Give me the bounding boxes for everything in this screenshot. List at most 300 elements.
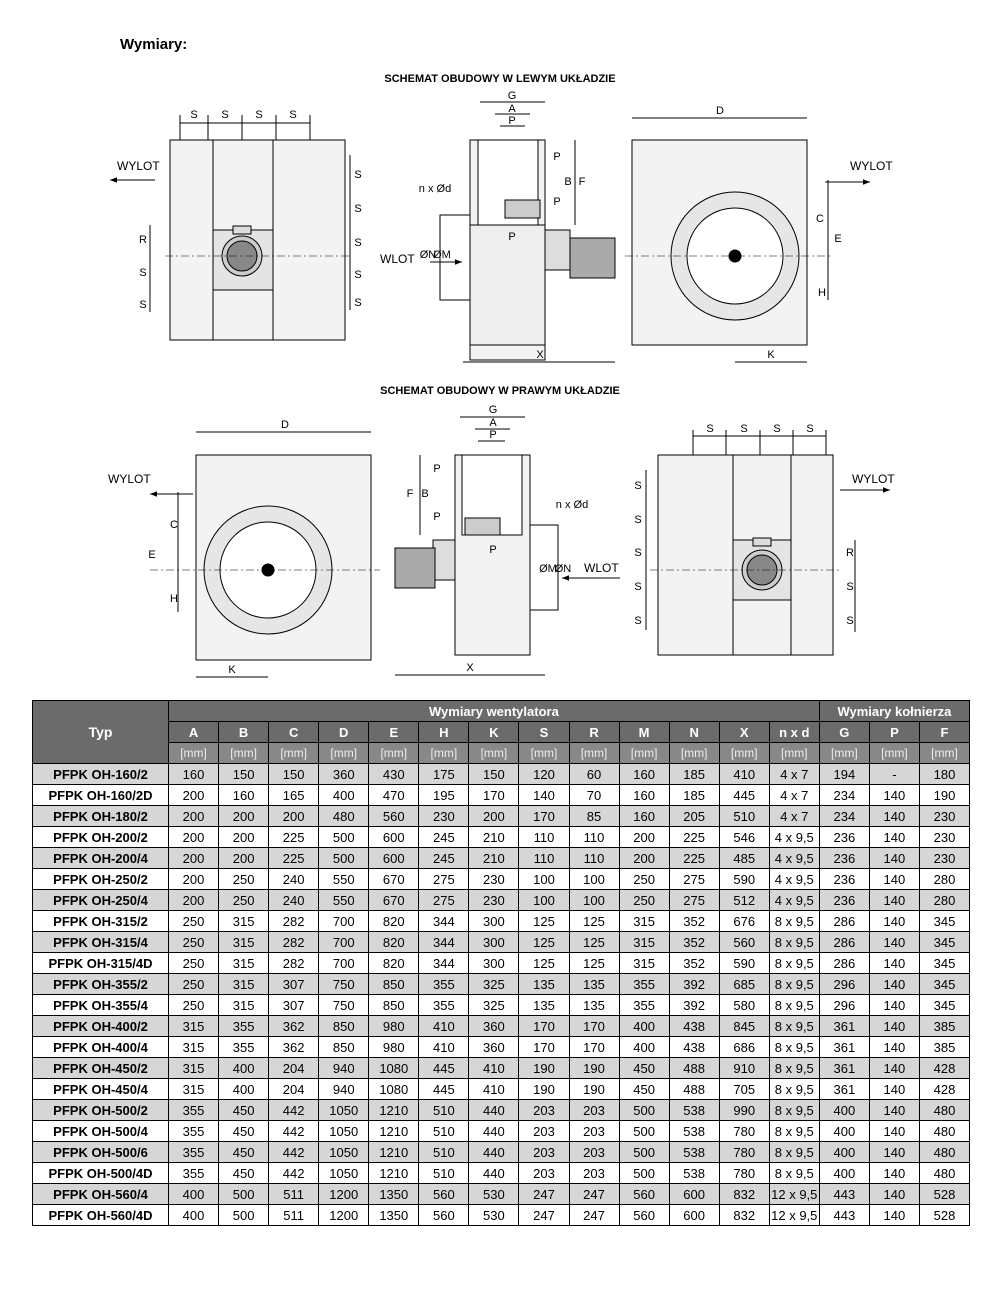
table-row: [33, 890, 970, 911]
dimension-cell: 140: [869, 1121, 919, 1142]
dimension-cell: 200: [169, 827, 219, 848]
table-row: [33, 1016, 970, 1037]
dimension-cell: 600: [669, 1184, 719, 1205]
dim-label-s: S: [846, 615, 854, 627]
dimension-cell: 140: [869, 995, 919, 1016]
dimension-cell: 470: [369, 785, 419, 806]
dimension-cell: -: [869, 764, 919, 785]
unit-cell: [mm]: [569, 743, 619, 764]
dimension-cell: 165: [269, 785, 319, 806]
dimension-cell: 140: [869, 1079, 919, 1100]
dimension-cell: 225: [269, 827, 319, 848]
dimension-cell: 500: [619, 1142, 669, 1163]
column-header: M: [619, 722, 669, 743]
dimension-cell: 445: [719, 785, 769, 806]
dimension-cell: 170: [519, 1037, 569, 1058]
dim-label-s: S: [354, 203, 362, 215]
dimension-cell: 250: [219, 890, 269, 911]
dimension-cell: 8 x 9,5: [769, 1079, 819, 1100]
unit-cell: [mm]: [819, 743, 869, 764]
dimension-cell: 355: [619, 974, 669, 995]
model-name-cell: PFPK OH-500/6: [33, 1142, 169, 1163]
dimension-cell: 315: [219, 911, 269, 932]
model-name-cell: PFPK OH-500/2: [33, 1100, 169, 1121]
dimension-cell: 400: [819, 1121, 869, 1142]
dimension-cell: 125: [569, 932, 619, 953]
dim-label-s: S: [634, 480, 642, 492]
table-row: [33, 848, 970, 869]
dimension-cell: 850: [369, 974, 419, 995]
dimension-cell: 200: [169, 785, 219, 806]
dimension-cell: 247: [569, 1184, 619, 1205]
dimension-cell: 315: [219, 953, 269, 974]
dimension-cell: 500: [219, 1205, 269, 1226]
dimension-cell: 8 x 9,5: [769, 1016, 819, 1037]
dimension-cell: 400: [319, 785, 369, 806]
dimension-cell: 200: [169, 869, 219, 890]
column-header: R: [569, 722, 619, 743]
dim-label-a: A: [489, 417, 497, 429]
dimension-cell: 345: [919, 953, 969, 974]
dimension-cell: 8 x 9,5: [769, 1121, 819, 1142]
dimension-cell: 400: [619, 1037, 669, 1058]
dimension-cell: 360: [319, 764, 369, 785]
dimension-cell: 170: [469, 785, 519, 806]
column-header: K: [469, 722, 519, 743]
unit-cell: [mm]: [619, 743, 669, 764]
table-row: [33, 1079, 970, 1100]
unit-cell: [mm]: [219, 743, 269, 764]
dimension-cell: 210: [469, 848, 519, 869]
dim-label-h: H: [170, 593, 178, 605]
dimension-cell: 352: [669, 911, 719, 932]
dimension-cell: 275: [419, 869, 469, 890]
dimension-cell: 203: [519, 1142, 569, 1163]
dimension-cell: 185: [669, 764, 719, 785]
dimension-cell: 450: [219, 1121, 269, 1142]
dimension-cell: 560: [619, 1184, 669, 1205]
dimension-cell: 443: [819, 1205, 869, 1226]
dimension-cell: 170: [569, 1016, 619, 1037]
dimension-cell: 450: [219, 1142, 269, 1163]
page-heading: Wymiary:: [120, 36, 188, 53]
unit-cell: [mm]: [369, 743, 419, 764]
dimension-cell: 12 x 9,5: [769, 1205, 819, 1226]
column-header: A: [169, 722, 219, 743]
dimension-cell: 250: [169, 953, 219, 974]
unit-cell: [mm]: [919, 743, 969, 764]
dimension-cell: 845: [719, 1016, 769, 1037]
dimension-cell: 140: [869, 1016, 919, 1037]
dim-label-k: K: [228, 664, 236, 676]
column-header: P: [869, 722, 919, 743]
dimension-cell: 850: [369, 995, 419, 1016]
dimension-cell: 362: [269, 1016, 319, 1037]
dimension-cell: 282: [269, 953, 319, 974]
dimension-cell: 480: [319, 806, 369, 827]
dimension-cell: 110: [519, 827, 569, 848]
dimension-cell: 500: [619, 1163, 669, 1184]
dim-label-e: E: [148, 549, 156, 561]
dimension-cell: 282: [269, 932, 319, 953]
right-layout-front-view: [150, 432, 380, 677]
dimension-cell: 1050: [319, 1142, 369, 1163]
dimension-cell: 205: [669, 806, 719, 827]
wlot-label: WLOT: [584, 561, 619, 575]
dim-label-s: S: [634, 547, 642, 559]
dimension-cell: 315: [169, 1016, 219, 1037]
dimension-cell: 780: [719, 1121, 769, 1142]
dim-label-s: S: [740, 423, 748, 435]
dimension-cell: 300: [469, 953, 519, 974]
dim-label-s: S: [354, 269, 362, 281]
table-row: [33, 1058, 970, 1079]
model-name-cell: PFPK OH-500/4D: [33, 1163, 169, 1184]
wylot-label: WYLOT: [852, 472, 895, 486]
dim-label-n: ØN: [554, 563, 572, 575]
fan-dimensions-table: [32, 700, 970, 1226]
dimension-cell: 110: [569, 827, 619, 848]
dimension-cell: 440: [469, 1121, 519, 1142]
dimension-cell: 135: [519, 995, 569, 1016]
dimension-cell: 200: [619, 848, 669, 869]
dim-label-s: S: [139, 267, 147, 279]
table-body: [33, 764, 970, 1226]
table-row: [33, 764, 970, 785]
fan-dimensions-group-header: Wymiary wentylatora: [169, 701, 820, 722]
dimension-cell: 230: [469, 890, 519, 911]
dimension-cell: 480: [919, 1142, 969, 1163]
dimension-cell: 8 x 9,5: [769, 995, 819, 1016]
dimension-cell: 125: [569, 911, 619, 932]
dimension-cell: 4 x 7: [769, 764, 819, 785]
dimension-cell: 440: [469, 1142, 519, 1163]
dimension-cell: 510: [419, 1100, 469, 1121]
dimension-cell: 234: [819, 785, 869, 806]
dimension-cell: 450: [219, 1100, 269, 1121]
dimension-cell: 580: [719, 995, 769, 1016]
dim-label-g: G: [507, 90, 517, 102]
dimension-cell: 300: [469, 911, 519, 932]
dimension-cell: 120: [519, 764, 569, 785]
dimension-cell: 410: [419, 1016, 469, 1037]
dimension-cell: 510: [719, 806, 769, 827]
dim-label-n: ØN: [419, 249, 437, 261]
dimension-cell: 175: [419, 764, 469, 785]
wylot-label: WYLOT: [108, 472, 151, 486]
dimension-cell: 8 x 9,5: [769, 974, 819, 995]
dimension-cell: 236: [819, 869, 869, 890]
dimension-cell: 8 x 9,5: [769, 1058, 819, 1079]
dimension-cell: 392: [669, 974, 719, 995]
dim-label-p: P: [553, 151, 561, 163]
dimension-cell: 400: [169, 1184, 219, 1205]
dimension-cell: 400: [219, 1058, 269, 1079]
dimension-cell: 190: [919, 785, 969, 806]
dimension-cell: 700: [319, 932, 369, 953]
model-name-cell: PFPK OH-200/4: [33, 848, 169, 869]
dimension-cell: 538: [669, 1163, 719, 1184]
dimension-cell: 450: [619, 1058, 669, 1079]
column-header: F: [919, 722, 969, 743]
dimension-cell: 70: [569, 785, 619, 806]
dimension-cell: 430: [369, 764, 419, 785]
dimension-cell: 705: [719, 1079, 769, 1100]
dimension-cell: 400: [819, 1100, 869, 1121]
dimension-cell: 4 x 9,5: [769, 827, 819, 848]
dim-label-s: S: [221, 109, 229, 121]
dimension-cell: 250: [619, 890, 669, 911]
column-header: n x d: [769, 722, 819, 743]
dimension-cell: 510: [419, 1142, 469, 1163]
dimension-cell: 355: [169, 1100, 219, 1121]
dimension-cell: 940: [319, 1058, 369, 1079]
dimension-cell: 135: [569, 974, 619, 995]
dimension-cell: 100: [569, 890, 619, 911]
dimension-cell: 190: [519, 1058, 569, 1079]
dim-label-s: S: [806, 423, 814, 435]
dim-label-b: B: [564, 176, 572, 188]
dimension-cell: 203: [569, 1163, 619, 1184]
dimension-cell: 1350: [369, 1184, 419, 1205]
dim-label-f: F: [406, 488, 414, 500]
dimension-cell: 286: [819, 953, 869, 974]
dim-label-r: R: [846, 547, 854, 559]
dimension-cell: 236: [819, 848, 869, 869]
table-row: [33, 806, 970, 827]
dim-label-k: K: [767, 349, 775, 361]
dimension-cell: 140: [869, 827, 919, 848]
model-name-cell: PFPK OH-400/2: [33, 1016, 169, 1037]
dimension-cell: 234: [819, 806, 869, 827]
dimension-cell: 125: [519, 911, 569, 932]
dimension-cell: 440: [469, 1163, 519, 1184]
dimension-cell: 8 x 9,5: [769, 1142, 819, 1163]
dimension-cell: 428: [919, 1058, 969, 1079]
dimension-cell: 1210: [369, 1142, 419, 1163]
dimension-cell: 500: [219, 1184, 269, 1205]
dimension-cell: 410: [469, 1058, 519, 1079]
unit-cell: [mm]: [269, 743, 319, 764]
model-name-cell: PFPK OH-315/4: [33, 932, 169, 953]
dimension-cell: 485: [719, 848, 769, 869]
dimension-cell: 445: [419, 1058, 469, 1079]
dimension-cell: 850: [319, 1037, 369, 1058]
dimension-cell: 150: [469, 764, 519, 785]
dimension-cell: 750: [319, 995, 369, 1016]
dimension-cell: 204: [269, 1058, 319, 1079]
dim-label-e: E: [834, 233, 842, 245]
dimension-cell: 315: [169, 1037, 219, 1058]
dimension-cell: 445: [419, 1079, 469, 1100]
dimension-cell: 1200: [319, 1205, 369, 1226]
dimension-cell: 135: [519, 974, 569, 995]
dimension-cell: 280: [919, 869, 969, 890]
dimension-cell: 538: [669, 1121, 719, 1142]
dimension-cell: 125: [569, 953, 619, 974]
dimension-cell: 240: [269, 890, 319, 911]
unit-cell: [mm]: [319, 743, 369, 764]
model-name-cell: PFPK OH-500/4: [33, 1121, 169, 1142]
dimension-cell: 600: [669, 1205, 719, 1226]
dimension-cell: 195: [419, 785, 469, 806]
dimension-cell: 670: [369, 890, 419, 911]
left-layout-front-view: [625, 118, 870, 362]
dimension-cell: 200: [469, 806, 519, 827]
dimension-cell: 315: [219, 932, 269, 953]
dimension-cell: 344: [419, 911, 469, 932]
dimension-cell: 140: [869, 848, 919, 869]
dimension-cell: 315: [169, 1058, 219, 1079]
dimension-cell: 428: [919, 1079, 969, 1100]
dimension-cell: 250: [219, 869, 269, 890]
dimension-cell: 8 x 9,5: [769, 1163, 819, 1184]
dimension-cell: 780: [719, 1163, 769, 1184]
dimension-cell: 400: [169, 1205, 219, 1226]
dimension-cell: 296: [819, 995, 869, 1016]
dimension-cell: 590: [719, 953, 769, 974]
dimension-cell: 200: [169, 890, 219, 911]
dim-label-d: D: [716, 105, 724, 117]
model-name-cell: PFPK OH-250/2: [33, 869, 169, 890]
dim-label-c: C: [170, 519, 178, 531]
dimension-cell: 125: [519, 953, 569, 974]
dim-label-p: P: [508, 231, 516, 243]
dimension-cell: 315: [219, 995, 269, 1016]
dimension-cell: 940: [319, 1079, 369, 1100]
wlot-label: WLOT: [380, 252, 415, 266]
table-row: [33, 869, 970, 890]
dimension-cell: 140: [519, 785, 569, 806]
table-row: [33, 1100, 970, 1121]
dimension-cell: 355: [219, 1037, 269, 1058]
dimension-cell: 510: [419, 1121, 469, 1142]
dimension-cell: 352: [669, 932, 719, 953]
dimension-cell: 185: [669, 785, 719, 806]
dimension-cell: 8 x 9,5: [769, 1100, 819, 1121]
dimension-cell: 225: [269, 848, 319, 869]
dimension-cell: 190: [519, 1079, 569, 1100]
model-name-cell: PFPK OH-200/2: [33, 827, 169, 848]
dimension-cell: 980: [369, 1016, 419, 1037]
dimension-cell: 170: [519, 806, 569, 827]
table-row: [33, 1142, 970, 1163]
unit-cell: [mm]: [719, 743, 769, 764]
model-name-cell: PFPK OH-560/4D: [33, 1205, 169, 1226]
typ-header: Typ: [33, 701, 169, 764]
model-name-cell: PFPK OH-560/4: [33, 1184, 169, 1205]
dimension-cell: 8 x 9,5: [769, 953, 819, 974]
dimension-cell: 203: [519, 1100, 569, 1121]
dimension-cell: 361: [819, 1037, 869, 1058]
dimension-cell: 780: [719, 1142, 769, 1163]
dimension-cell: 4 x 9,5: [769, 869, 819, 890]
dimension-cell: 528: [919, 1184, 969, 1205]
dimension-cell: 488: [669, 1058, 719, 1079]
dimension-cell: 980: [369, 1037, 419, 1058]
dimension-cell: 160: [169, 764, 219, 785]
wylot-label: WYLOT: [850, 159, 893, 173]
dimension-cell: 560: [369, 806, 419, 827]
dim-label-x: X: [536, 349, 544, 361]
dimension-cell: 385: [919, 1016, 969, 1037]
nxd-label: n x Ød: [555, 499, 589, 511]
dimension-cell: 275: [669, 890, 719, 911]
dimension-cell: 355: [169, 1121, 219, 1142]
dimension-cell: 450: [619, 1079, 669, 1100]
dimension-cell: 250: [619, 869, 669, 890]
dimension-cell: 1210: [369, 1121, 419, 1142]
dimension-cell: 100: [519, 890, 569, 911]
column-header: X: [719, 722, 769, 743]
dim-label-s: S: [354, 237, 362, 249]
dimension-cell: 670: [369, 869, 419, 890]
unit-cell: [mm]: [419, 743, 469, 764]
dimension-cell: 180: [919, 764, 969, 785]
dimension-cell: 200: [619, 827, 669, 848]
model-name-cell: PFPK OH-450/2: [33, 1058, 169, 1079]
dimension-cell: 190: [569, 1079, 619, 1100]
dim-label-r: R: [139, 234, 147, 246]
dimension-cell: 530: [469, 1205, 519, 1226]
dim-label-s: S: [634, 615, 642, 627]
dimension-cell: 200: [219, 848, 269, 869]
dimension-cell: 110: [519, 848, 569, 869]
model-name-cell: PFPK OH-400/4: [33, 1037, 169, 1058]
dim-label-s: S: [773, 423, 781, 435]
dimension-cell: 600: [369, 848, 419, 869]
dimension-cell: 204: [269, 1079, 319, 1100]
dimension-cell: 345: [919, 974, 969, 995]
column-header: H: [419, 722, 469, 743]
dimension-cell: 307: [269, 974, 319, 995]
dimension-cell: 510: [419, 1163, 469, 1184]
dimension-cell: 590: [719, 869, 769, 890]
dimension-cell: 8 x 9,5: [769, 911, 819, 932]
dimension-cell: 345: [919, 932, 969, 953]
model-name-cell: PFPK OH-355/4: [33, 995, 169, 1016]
dimension-cell: 1080: [369, 1058, 419, 1079]
dimension-cell: 1350: [369, 1205, 419, 1226]
dimension-cell: 160: [219, 785, 269, 806]
model-name-cell: PFPK OH-450/4: [33, 1079, 169, 1100]
dimension-cell: 530: [469, 1184, 519, 1205]
model-name-cell: PFPK OH-160/2: [33, 764, 169, 785]
dimension-cell: 355: [219, 1016, 269, 1037]
dimension-cell: 240: [269, 869, 319, 890]
dimension-cell: 500: [319, 827, 369, 848]
dimension-cell: 352: [669, 953, 719, 974]
dim-label-s: S: [634, 514, 642, 526]
dimension-cell: 345: [919, 911, 969, 932]
dimension-cell: 140: [869, 785, 919, 806]
column-header: N: [669, 722, 719, 743]
dim-label-p: P: [489, 429, 497, 441]
dimension-cell: 200: [219, 827, 269, 848]
dimension-cell: 190: [569, 1058, 619, 1079]
table-row: [33, 1205, 970, 1226]
dimension-cell: 512: [719, 890, 769, 911]
dimension-cell: 296: [819, 974, 869, 995]
dimension-cell: 1050: [319, 1163, 369, 1184]
dimension-cell: 500: [619, 1100, 669, 1121]
table-row: [33, 1163, 970, 1184]
dimension-cell: 685: [719, 974, 769, 995]
dimension-cell: 200: [169, 806, 219, 827]
dimension-cell: 250: [169, 995, 219, 1016]
dimension-cell: 850: [319, 1016, 369, 1037]
dimension-cell: 315: [169, 1079, 219, 1100]
